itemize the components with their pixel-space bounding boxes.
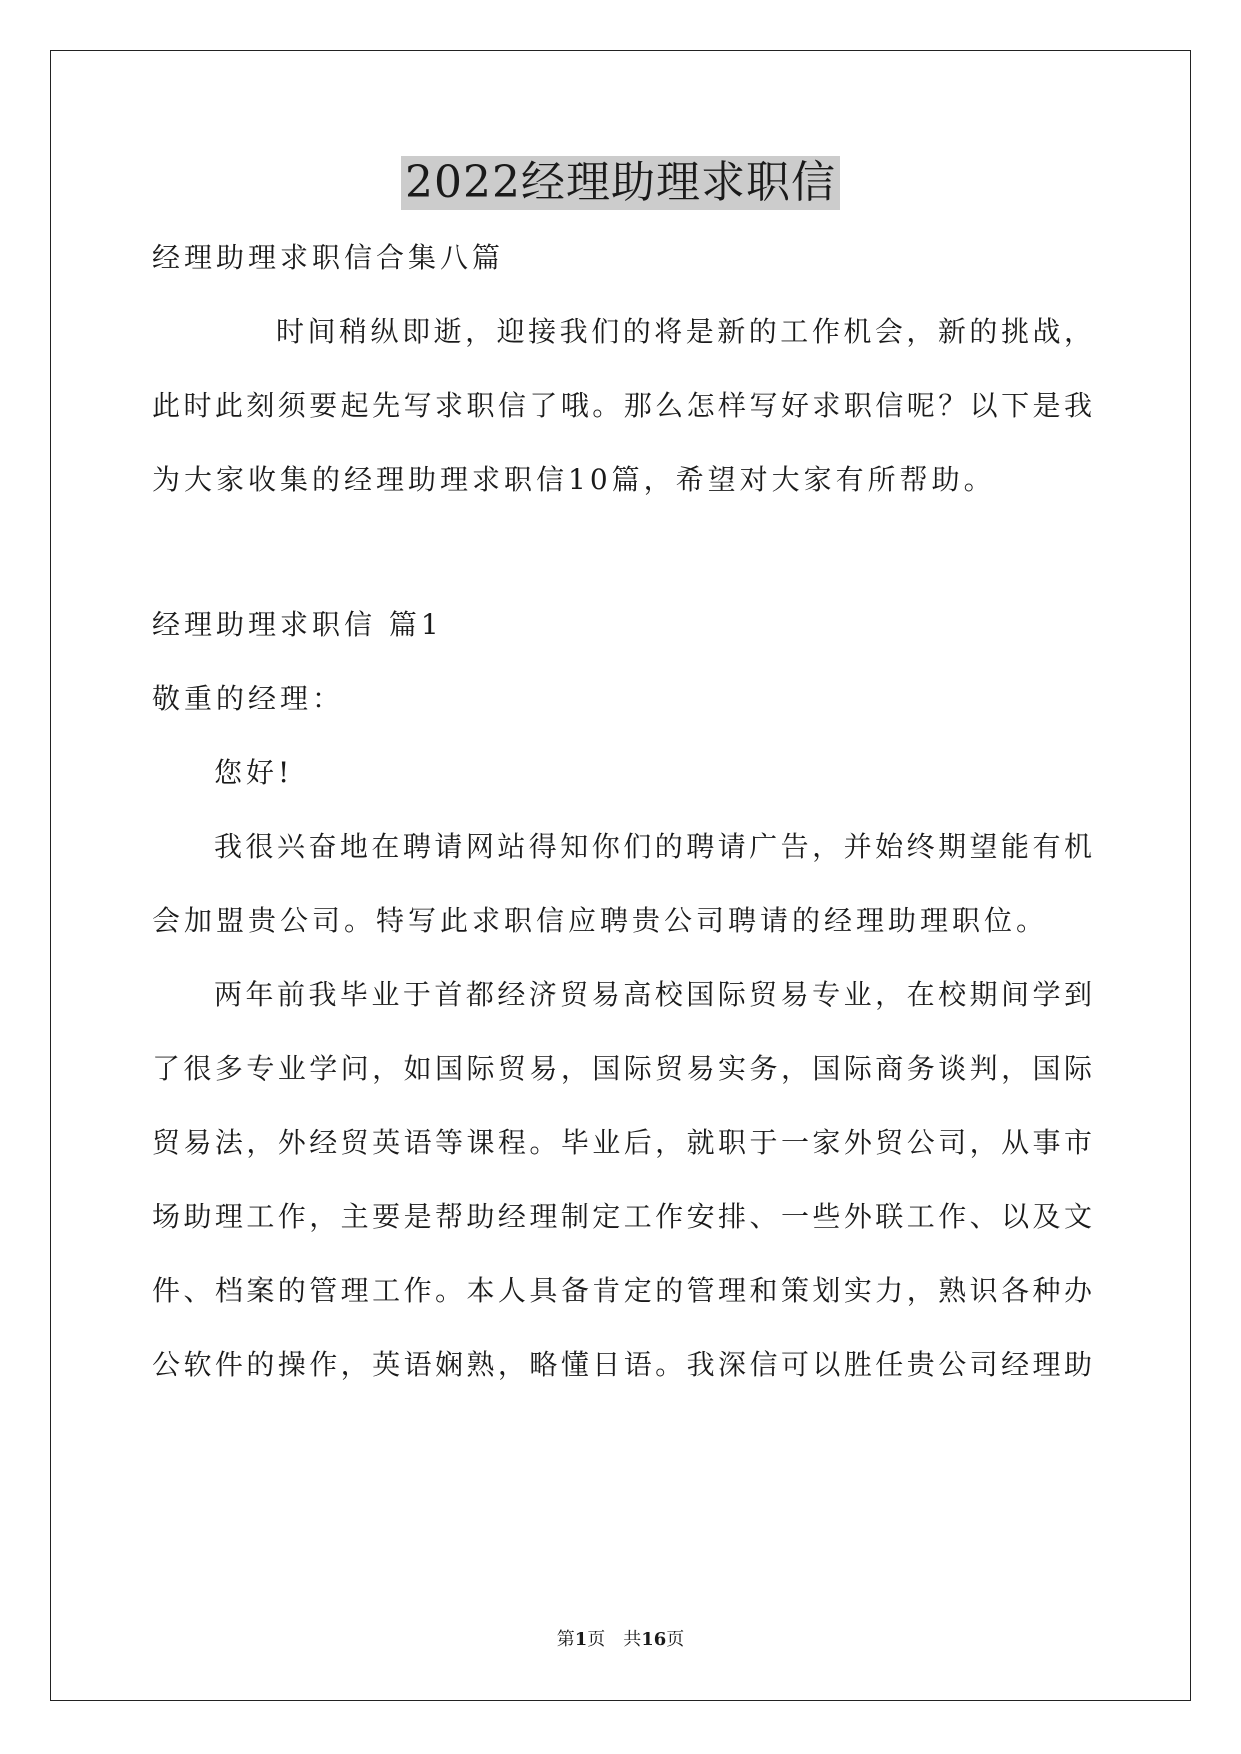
intro-line-3: 为大家收集的经理助理求职信10篇，希望对大家有所帮助。	[152, 463, 996, 496]
intro-line-2: 此时此刻须要起先写求职信了哦。那么怎样写好求职信呢？以下是我	[152, 389, 1092, 422]
paragraph-1-line-1: 我很兴奋地在聘请网站得知你们的聘请广告，并始终期望能有机	[214, 830, 1092, 863]
document-title-container	[0, 156, 1241, 210]
footer-page-mid: 页 共	[587, 1629, 642, 1650]
paragraph-1-line-2: 会加盟贵公司。特写此求职信应聘贵公司聘请的经理助理职位。	[152, 904, 1049, 937]
footer-page-total: 16	[641, 1629, 667, 1650]
greeting: 您好!	[214, 756, 294, 789]
footer-page-prefix: 第	[556, 1629, 575, 1650]
document-subtitle: 经理助理求职信合集八篇	[152, 241, 505, 274]
paragraph-2-line-2: 了很多专业学问，如国际贸易，国际贸易实务，国际商务谈判，国际	[152, 1052, 1092, 1085]
paragraph-2-line-1: 两年前我毕业于首都经济贸易高校国际贸易专业，在校期间学到	[214, 978, 1092, 1011]
page-footer	[0, 1628, 1241, 1652]
footer-page-suffix: 页	[666, 1629, 685, 1650]
paragraph-2-line-5: 件、档案的管理工作。本人具备肯定的管理和策划实力，熟识各种办	[152, 1274, 1092, 1307]
section-heading: 经理助理求职信 篇1	[152, 608, 443, 641]
salutation: 敬重的经理：	[152, 682, 345, 715]
paragraph-2-line-6: 公软件的操作，英语娴熟，略懂日语。我深信可以胜任贵公司经理助	[152, 1348, 1092, 1381]
intro-line-1: 时间稍纵即逝，迎接我们的将是新的工作机会，新的挑战，	[276, 315, 1092, 348]
paragraph-2-line-3: 贸易法，外经贸英语等课程。毕业后，就职于一家外贸公司，从事市	[152, 1126, 1092, 1159]
page-border	[50, 50, 1191, 1701]
paragraph-2-line-4: 场助理工作，主要是帮助经理制定工作安排、一些外联工作、以及文	[152, 1200, 1092, 1233]
document-title: 2022经理助理求职信	[401, 156, 840, 210]
footer-page-number: 1	[574, 1629, 588, 1650]
